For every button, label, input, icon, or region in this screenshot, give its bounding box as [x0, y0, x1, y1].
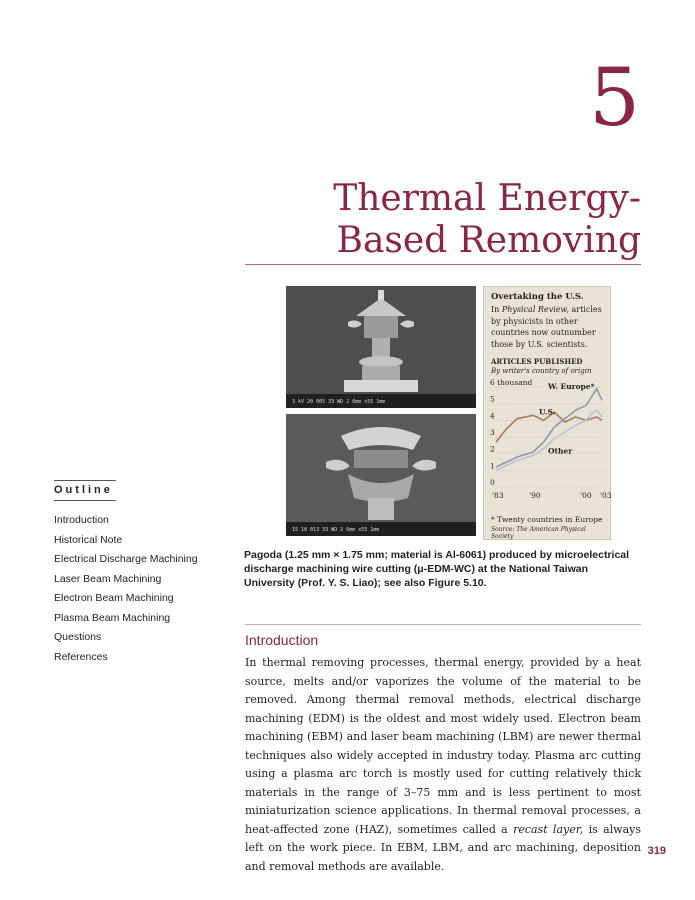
chart-series-label: Other	[548, 446, 573, 456]
section-heading: Introduction	[245, 632, 319, 648]
outline-rule-bottom	[54, 500, 116, 501]
outline-label: Outline	[54, 484, 113, 496]
outline-item[interactable]: References	[54, 650, 108, 663]
chart-footnote: * Twenty countries in Europe	[491, 515, 603, 524]
chart-y-tick: 6 thousand	[490, 378, 533, 387]
outline-item[interactable]: Introduction	[54, 514, 109, 526]
chart-y-tick: 4	[490, 411, 495, 421]
sidebar-desc-italic: Physical Review,	[501, 305, 569, 314]
outline-item[interactable]: Questions	[54, 631, 102, 643]
intro-text-a: In thermal removing processes, thermal energy, provided by a heat source, melts and/or vaporizes the volume of the material to be removed. Among thermal removal methods, electrical discharge machining (EDM) is the oldest and most widely used. Electron beam machining (EBM) and laser beam machining (LBM) are newer thermal techniques also widely accepted in industry today. Plasma arc cutting using a plasma arc torch is mostly used for cutting relatively thick materials in the range of 3–75 mm and is less pertinent to most miniaturization science applications. In thermal removal processes, a heat-affected zone (HAZ), sometimes called a	[245, 656, 641, 836]
chart-x-tick: '03	[600, 491, 612, 500]
sem-image-2-info: 15 18 013 33 WD 2 6mm x55 1mm	[292, 527, 380, 533]
sidebar-heading: Overtaking the U.S.	[491, 292, 584, 302]
outline-item[interactable]: Plasma Beam Machining	[54, 611, 171, 624]
figure-caption: Pagoda (1.25 mm × 1.75 mm; material is Al-6061) produced by microelectrical discharge machining wire cutting (μ-EDM-WC) at the National Taiwan University (Prof. Y. S. Liao); see also Figure 5.10.	[244, 549, 630, 589]
chart-x-tick: '00	[580, 491, 592, 500]
chart-y-tick: 0	[490, 478, 495, 487]
intro-text-b: is always left on the work piece. In EBM, LBM, and arc machining, deposition and removal methods are available.	[245, 822, 641, 873]
chart-series-label: W. Europe*	[548, 382, 595, 391]
outline-item[interactable]: Historical Note	[54, 533, 123, 546]
sidebar-desc-post: articles by physicists in other countries now outnumber those by U.S. scientists.	[491, 305, 602, 349]
outline-item[interactable]: Laser Beam Machining	[54, 572, 162, 585]
chapter-title-line1: Thermal Energy-	[333, 178, 641, 219]
sidebar-description	[491, 304, 605, 350]
title-divider	[245, 264, 641, 265]
chapter-title	[281, 178, 641, 262]
chapter-title-line2: Based Removing	[336, 220, 641, 261]
chart-y-tick: 3	[490, 428, 495, 437]
line-chart	[484, 379, 610, 509]
chart-series-label: U.S.	[539, 407, 556, 417]
section-divider	[245, 624, 641, 625]
chart-y-tick: 1	[490, 461, 495, 471]
intro-text-italic: recast layer,	[513, 822, 584, 836]
chart-y-tick: 2	[490, 444, 495, 454]
outline-rule-top	[54, 480, 116, 481]
sem-image-2-graphic	[286, 414, 476, 536]
chapter-number: 5	[589, 51, 640, 144]
outline-item[interactable]: Electrical Discharge Machining	[54, 553, 198, 565]
chart-y-tick: 5	[490, 394, 495, 404]
chart-series-line	[496, 410, 602, 470]
sem-image-2	[286, 414, 476, 536]
sem-image-1-graphic	[286, 286, 476, 408]
sem-image-1	[286, 286, 476, 408]
chart-series-line	[496, 412, 602, 442]
sem-image-1-info: 3 kV 20 005 33 WD 2 6mm x55 1mm	[292, 399, 386, 405]
chart-source: Source: The American Physical Society	[491, 526, 586, 540]
sidebar-subcaption: By writer's country of origin	[491, 367, 592, 375]
page-number: 319	[647, 845, 666, 857]
sidebar-desc-pre: In	[491, 305, 502, 314]
chart-x-tick: '90	[529, 491, 541, 500]
outline-item[interactable]: Electron Beam Machining	[54, 592, 174, 604]
intro-paragraph	[245, 654, 641, 876]
outline-list	[54, 513, 198, 669]
sidebar-subheading: ARTICLES PUBLISHED	[491, 357, 583, 366]
chart-x-tick: '83	[492, 491, 504, 500]
sidebar-chart	[483, 286, 611, 540]
